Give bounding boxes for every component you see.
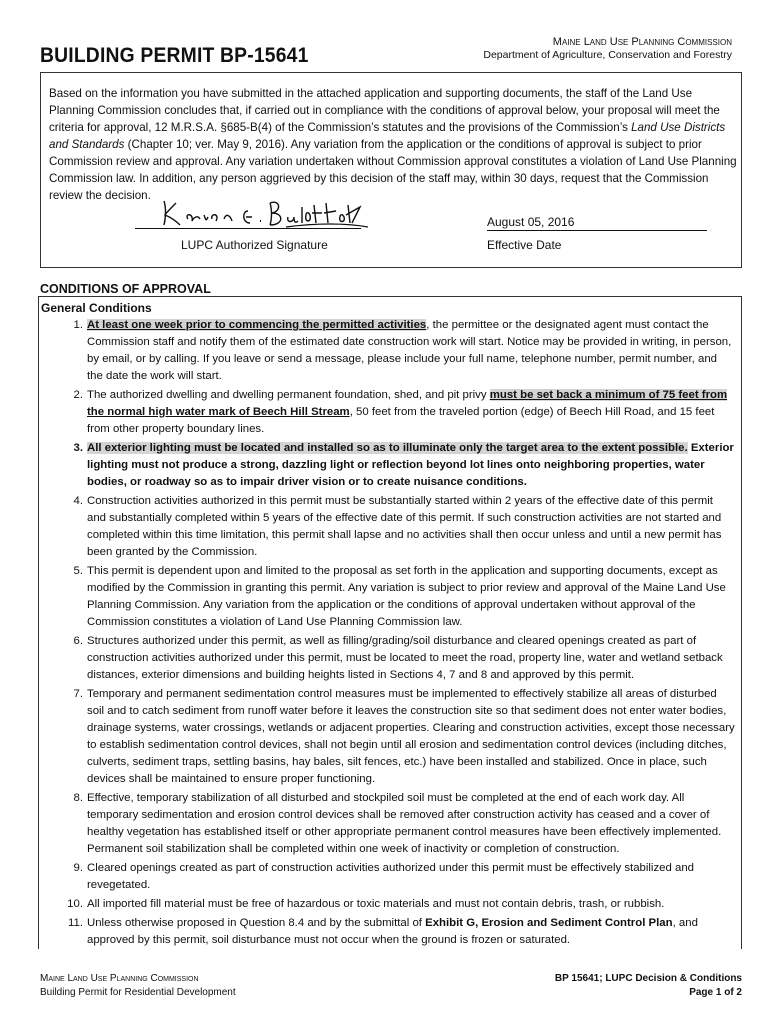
condition-2	[41, 387, 735, 438]
highlighted-text: must be set back a minimum of 75 feet from	[489, 389, 728, 401]
permit-page	[30, 0, 742, 1024]
condition-number: 9.	[73, 862, 83, 874]
signature-line	[135, 228, 361, 229]
condition-number: 2.	[73, 389, 83, 401]
intro-paragraph	[49, 85, 739, 204]
condition-4	[41, 493, 735, 561]
conditions-box	[38, 296, 742, 949]
footer-agency: Maine Land Use Planning Commission	[40, 973, 199, 984]
condition-7	[41, 686, 735, 788]
condition-6	[41, 633, 735, 684]
condition-text: Effective, temporary stabilization of all disturbed and stockpiled soil must be completed at the end of each work day. All temporary sedimentation and erosion control devices shall be removed after construction activity has ceased and a cover of healthy vegetation has established itself or other appropriate permanent control measures have been effectively implemented. Permanent soil stabilization shall be completed within one week of inactivity or completion of construction.	[87, 792, 722, 855]
footer-right	[555, 972, 742, 1000]
decision-box	[40, 72, 742, 268]
footer-doc-ref: BP 15641; LUPC Decision & Conditions	[554, 973, 742, 984]
footer-left	[40, 972, 236, 1000]
condition-number: 10.	[67, 898, 83, 910]
highlighted-text: All exterior lighting must be located and installed so as to illuminate only the target area to the extent possible.	[87, 442, 688, 454]
agency-header	[483, 36, 732, 62]
condition-text: , 50 feet from the traveled portion (edge) of Beech Hill Road, and 15 feet from other property boundary lines.	[87, 406, 715, 435]
condition-number: 4.	[73, 495, 83, 507]
condition-text: All imported fill material must be free of hazardous or toxic materials and must not contain debris, trash, or rubbish.	[87, 898, 665, 910]
bold-text: Exterior lighting must not produce a strong, dazzling light or reflection beyond lot lines onto neighboring properties, water bodies, or roadway so as to impair driver vision or to create nuisance conditions.	[87, 442, 734, 488]
condition-text: , the permittee or the designated agent must contact the Commission staff and notify them of the estimated date construction work will start. Notice may be provided in writing, in person, by email, or by calling. If you leave or send a message, please include your full name, telephone number, permit number, and the date the work will start.	[87, 319, 732, 382]
intro-text-2: (Chapter 10; ver. May 9, 2016). Any variation from the application or the conditions of approval is subject to prior Commission review and approval. Any variation undertaken without Commission approval constitutes a violation of Land Use Planning Commission law. In addition, any person aggrieved by this decision of the staff may, within 30 days, request that the Commission review the decision.	[49, 138, 737, 202]
signature-image	[146, 193, 371, 233]
condition-number: 1.	[73, 319, 83, 331]
footer-subtitle: Building Permit for Residential Development	[40, 987, 236, 998]
bold-text: Exhibit G, Erosion and Sediment Control Plan	[425, 917, 673, 929]
condition-text: The authorized dwelling and dwelling permanent foundation, shed, and pit privy	[87, 389, 490, 401]
condition-8	[41, 790, 735, 858]
effective-date-value: August 05, 2016	[487, 215, 575, 229]
condition-3	[41, 440, 735, 491]
condition-9	[41, 860, 735, 894]
condition-11	[41, 915, 735, 949]
conditions-list	[41, 317, 735, 951]
condition-text: Structures authorized under this permit, as well as filling/grading/soil disturbance and cleared openings created as part of construction activities authorized under this permit, must be located to meet the road, property line, water and wetland setback distances, exterior dimensions and building heights listed in Sections 4, 7 and 8 and approved by this permit.	[87, 635, 723, 681]
condition-text: , and approved by this permit, soil disturbance must not occur when the ground is frozen or saturated.	[87, 917, 698, 946]
condition-number: 6.	[73, 635, 83, 647]
condition-10	[41, 896, 735, 913]
signature-label: LUPC Authorized Signature	[181, 238, 328, 252]
agency-name: Maine Land Use Planning Commission	[552, 36, 732, 48]
condition-5	[41, 563, 735, 631]
intro-text-1: Based on the information you have submitted in the attached application and supporting documents, the staff of the Land Use Planning Commission concludes that, if carried out in compliance with the conditions of approval below, your proposal will meet the criteria for approval, 12 M.R.S.A. §685-B(4) of the Commission’s statutes and the provisions of the Commission’s	[49, 87, 720, 134]
effective-date-label: Effective Date	[487, 238, 562, 252]
condition-text: Construction activities authorized in this permit must be substantially started within 2 years of the effective date of this permit and substantially completed within 5 years of the effective date of this permit. If such construction activities are not started and completed within this time limitation, this permit shall lapse and no activities shall then occur unless and until a new permit has been granted by the Commission.	[87, 495, 722, 558]
page-number: Page 1 of 2	[689, 987, 742, 998]
condition-text: Cleared openings created as part of construction activities authorized under this permit must be effectively stabilized and revegetated.	[87, 862, 694, 891]
condition-text: This permit is dependent upon and limited to the proposal as set forth in the application and supporting documents, except as modified by the Commission in granting this permit. Any variation is subject to prior review and approval of the Maine Land Use Planning Commission. Any variation from the application or the conditions of approval undertaken without approval of the Commission constitutes a violation of Land Use Planning Commission law.	[87, 565, 726, 628]
permit-title: BUILDING PERMIT BP-15641	[40, 44, 309, 67]
condition-number: 8.	[73, 792, 83, 804]
intro-italic: Land Use Districts and Standards	[49, 121, 726, 151]
date-line	[487, 230, 707, 231]
condition-number: 5.	[73, 565, 83, 577]
highlighted-text: At least one week prior to commencing the permitted activities	[87, 319, 427, 331]
conditions-title: CONDITIONS OF APPROVAL	[40, 282, 211, 296]
condition-text: Unless otherwise proposed in Question 8.4 and by the submittal of	[87, 917, 426, 929]
underlined-text: the normal high water mark of Beech Hill Stream	[87, 406, 350, 418]
general-conditions-label: General Conditions	[41, 301, 152, 315]
condition-number: 3.	[73, 442, 83, 454]
condition-number: 7.	[73, 688, 83, 700]
department-name: Department of Agriculture, Conservation and Forestry	[483, 49, 732, 61]
condition-1	[41, 317, 735, 385]
condition-text: Temporary and permanent sedimentation control measures must be implemented to effectively stabilize all areas of disturbed soil and to catch sediment from runoff water before it leaves the construction site so that sediment does not enter water bodies, drainage systems, water crossings, wetlands or adjacent properties. Clearing and construction activities, except those necessary to establish sedimentation control devices, shall not begin until all erosion and sedimentation control devices (including ditches, culverts, sediment traps, settling basins, hay bales, silt fences, etc.) have been installed and stabilized. Once in place, such devices shall be maintained to ensure proper functioning.	[87, 688, 735, 785]
condition-number: 11.	[68, 917, 83, 929]
